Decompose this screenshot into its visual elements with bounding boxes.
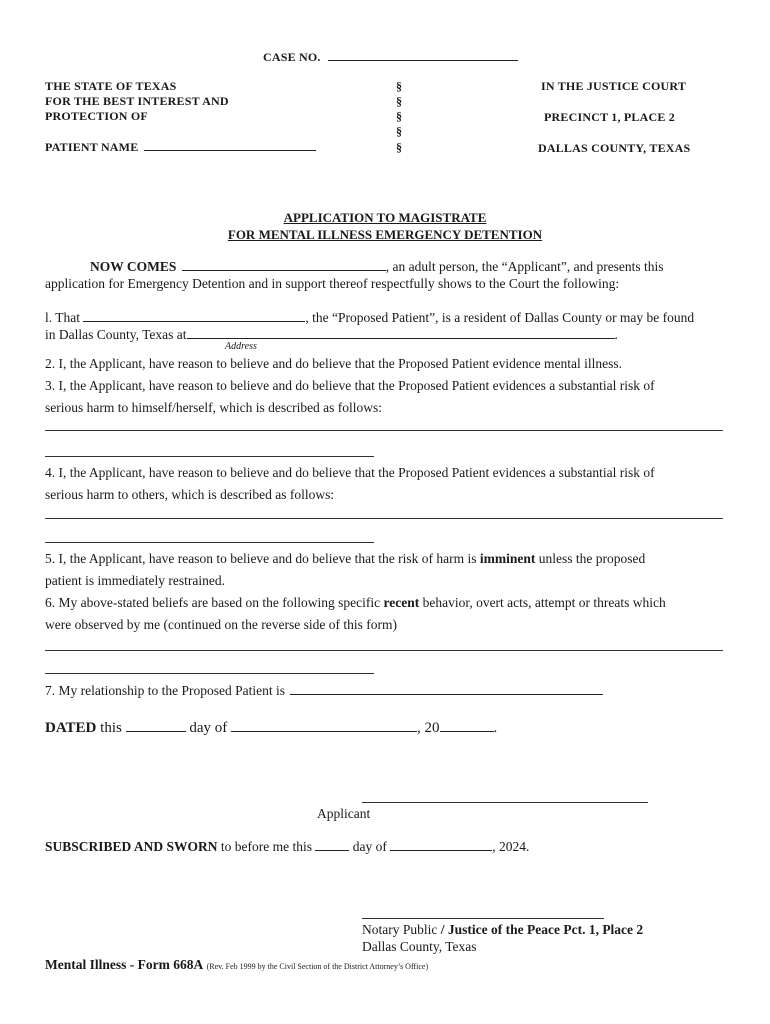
case-number-blank[interactable]: [328, 49, 518, 61]
document-title: APPLICATION TO MAGISTRATE: [283, 210, 487, 225]
dated-label: DATED: [45, 720, 97, 736]
document-subtitle: FOR MENTAL ILLNESS EMERGENCY DETENTION: [227, 227, 543, 242]
notary-county: Dallas County, Texas: [362, 939, 477, 954]
sworn-label: SUBSCRIBED AND SWORN: [45, 839, 218, 854]
item-1-period: .: [614, 327, 618, 342]
dated-day-of: day of: [185, 720, 231, 736]
item-1-line-2: [45, 327, 618, 343]
item-6-line-1: [45, 595, 666, 611]
imminent-emphasis: imminent: [479, 551, 536, 566]
justice-of-peace-label: / Justice of the Peace Pct. 1, Place 2: [440, 922, 644, 937]
item-3-answer-line[interactable]: [45, 430, 723, 431]
applicant-name-blank[interactable]: [182, 259, 386, 271]
notary-signature-line[interactable]: [362, 918, 604, 919]
dated-day-blank[interactable]: [126, 720, 186, 732]
proposed-patient-blank[interactable]: [83, 310, 305, 322]
sworn-month-blank[interactable]: [390, 839, 492, 851]
dated-period: .: [493, 720, 498, 736]
address-blank[interactable]: [187, 327, 615, 339]
patient-name-field: [45, 139, 316, 155]
item-6-line-2: were observed by me (continued on the reverse side of this form): [45, 617, 398, 632]
dated-this: this: [96, 720, 126, 736]
intro-line-2: application for Emergency Detention and in support thereof respectfully shows to the Court the following:: [45, 276, 620, 291]
intro-text: , an adult person, the “Applicant”, and presents this: [385, 259, 664, 274]
address-caption: Address: [225, 341, 257, 352]
section-symbol: §: [396, 79, 403, 93]
item-5-line-2: patient is immediately restrained.: [45, 573, 225, 588]
revision-note: (Rev. Feb 1999 by the Civil Section of the District Attorney’s Office): [206, 962, 429, 971]
item-3-answer-line[interactable]: [45, 456, 374, 457]
item-4-line-1: 4. I, the Applicant, have reason to believe and do believe that the Proposed Patient evidences a substantial risk of: [45, 465, 655, 480]
item-6-answer-line[interactable]: [45, 673, 374, 674]
dated-line: [45, 720, 497, 737]
notary-public-label: Notary Public: [362, 922, 441, 937]
item-5-text: 5. I, the Applicant, have reason to believe and do believe that the risk of harm is: [45, 551, 480, 566]
form-footer: [45, 957, 428, 973]
sworn-text: to before me this: [217, 839, 316, 854]
state-of-texas: THE STATE OF TEXAS: [45, 79, 177, 93]
item-5-text-end: unless the proposed: [535, 551, 646, 566]
item-1-prefix: l. That: [45, 310, 80, 325]
dated-year-blank[interactable]: [440, 720, 494, 732]
dated-year-prefix: , 20: [417, 720, 440, 736]
section-symbol: §: [396, 124, 403, 138]
item-5-line-1: [45, 551, 645, 567]
intro-line-1: [90, 259, 664, 275]
section-symbol: §: [396, 109, 403, 123]
item-6-answer-line[interactable]: [45, 650, 723, 651]
sworn-day-blank[interactable]: [315, 839, 349, 851]
item-3-line-2: serious harm to himself/herself, which is described as follows:: [45, 400, 383, 415]
patient-name-label: PATIENT NAME: [45, 140, 139, 154]
item-2: 2. I, the Applicant, have reason to believe and do believe that the Proposed Patient evidence mental illness.: [45, 356, 622, 371]
applicant-signature-line[interactable]: [362, 802, 648, 803]
item-6-text-end: behavior, overt acts, attempt or threats which: [419, 595, 666, 610]
applicant-label: Applicant: [317, 806, 371, 821]
item-7-label: 7. My relationship to the Proposed Patient is: [45, 683, 285, 698]
form-number: Mental Illness - Form 668A: [45, 957, 204, 972]
item-3-line-1: 3. I, the Applicant, have reason to believe and do believe that the Proposed Patient evidences a substantial risk of: [45, 378, 655, 393]
dated-month-blank[interactable]: [231, 720, 417, 732]
sworn-year: , 2024.: [492, 839, 530, 854]
section-symbol: §: [396, 140, 403, 154]
item-4-answer-line[interactable]: [45, 518, 723, 519]
court-name: IN THE JUSTICE COURT: [541, 79, 687, 93]
best-interest-line: FOR THE BEST INTEREST AND: [45, 94, 229, 108]
relationship-blank[interactable]: [290, 683, 603, 695]
precinct-place: PRECINCT 1, PLACE 2: [544, 110, 675, 124]
case-number-field: [263, 49, 518, 65]
patient-name-blank[interactable]: [144, 139, 316, 151]
item-4-line-2: serious harm to others, which is described as follows:: [45, 487, 335, 502]
item-1-address-prefix: in Dallas County, Texas at: [45, 327, 187, 342]
case-number-label: CASE NO.: [263, 50, 321, 64]
item-6-text: 6. My above-stated beliefs are based on the following specific: [45, 595, 384, 610]
item-1-line-1: [45, 310, 694, 326]
item-7: [45, 683, 603, 699]
now-comes-label: NOW COMES: [90, 259, 177, 274]
recent-emphasis: recent: [383, 595, 420, 610]
sworn-line: [45, 839, 529, 855]
county-name: DALLAS COUNTY, TEXAS: [538, 141, 691, 155]
item-1-text: , the “Proposed Patient”, is a resident of Dallas County or may be found: [305, 310, 695, 325]
section-symbol: §: [396, 94, 403, 108]
protection-of-line: PROTECTION OF: [45, 109, 148, 123]
sworn-day-of: day of: [349, 839, 391, 854]
item-4-answer-line[interactable]: [45, 542, 374, 543]
notary-title: [362, 922, 643, 938]
